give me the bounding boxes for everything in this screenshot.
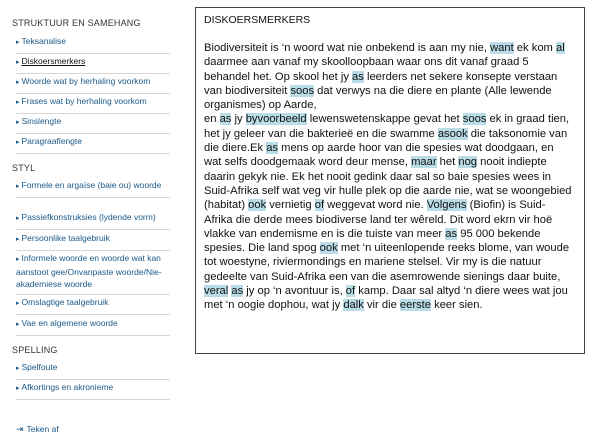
text-segment: daarmee aan vanaf my skoolloopbaan waar ons dit vanaf graad 5 behandel het. Op skool het jy: [204, 56, 529, 83]
discourse-marker: want: [490, 42, 514, 54]
nav-item-teksanalise[interactable]: ▸ Teksanalise: [16, 32, 170, 54]
text-segment: nooit indiepte daarin gekyk nie. Ek het nooit gedink daar sal so baie spesies wees in Suid-Afrika self wat veg vir hulle plek op die aarde nie, wat se woongebied (habitat): [204, 156, 572, 212]
sign-out-link[interactable]: ⇥ Teken af: [16, 424, 59, 434]
analysed-text: [204, 41, 574, 313]
discourse-marker: ook: [319, 242, 338, 255]
analysis-panel: [195, 7, 585, 354]
text-segment: weggevat word nie.: [324, 199, 427, 212]
discourse-marker: eerste: [399, 299, 431, 312]
text-segment: die taksonomie van die diere.Ek: [204, 127, 568, 155]
text-segment: en: [204, 113, 220, 126]
text-segment: keer sien.: [431, 299, 483, 312]
discourse-marker: as: [445, 227, 458, 240]
caret-icon: ▸: [16, 139, 20, 146]
sidebar-nav: [0, 0, 178, 442]
discourse-marker: soos: [290, 84, 315, 97]
panel-title: DISKOERSMERKERS: [204, 14, 311, 26]
nav-item-vae-woorde[interactable]: ▸ Vae en algemene woorde: [16, 314, 170, 336]
text-segment: Biodiversiteit is ‘n woord wat nie onbekend is aan my nie,: [204, 42, 491, 54]
nav-item-formele-woorde[interactable]: ▸ Formele en argaïse (baie ou) woorde: [16, 176, 170, 198]
nav-item-diskoersmerkers[interactable]: ▸ Diskoersmerkers: [16, 52, 170, 74]
section-title-spelling: SPELLING: [12, 345, 58, 355]
discourse-marker: veral: [204, 285, 229, 298]
discourse-marker: as: [266, 142, 279, 155]
section-title-styl: STYL: [12, 163, 36, 173]
discourse-marker: of: [345, 285, 356, 298]
text-segment: leerders net sekere konsepte verstaan van biodiversiteit: [204, 70, 558, 97]
text-segment: vernietig: [266, 199, 315, 212]
nav-item-paragraaflengte[interactable]: ▸ Paragraaflengte: [16, 132, 170, 154]
text-segment: met ‘n uiteenlopende reeks blome, van woude tot woestyne, riviermondings en mariene stelsel. Vir my is die natuur gedeelte van Suid-Afrika een van die asemrowende sienings daar buite,: [204, 242, 570, 283]
nav-item-informele-woorde[interactable]: ▸ Informele woorde en woorde wat kan aanstoot gee/Onvanpaste woorde/Nie-akademiese woorde: [16, 249, 170, 295]
section-title-struktuur: STRUKTUUR EN SAMEHANG: [12, 18, 141, 28]
discourse-marker: maar: [411, 156, 437, 169]
text-segment: dat verwys na die diere en plante (Alle lewende organismes) op Aarde,: [204, 84, 552, 112]
discourse-marker: al: [555, 42, 565, 54]
caret-icon: ▸: [16, 365, 20, 372]
text-segment: kamp. Daar sal altyd ‘n diere wees wat jou met ‘n oogie dophou, wat jy: [204, 285, 568, 312]
discourse-marker: byvoorbeeld: [245, 113, 307, 126]
discourse-marker: nog: [458, 156, 478, 169]
text-segment: jy: [231, 113, 246, 126]
nav-item-passiefkonstruksies[interactable]: ▸ Passiefkonstruksies (lydende vorm): [16, 208, 170, 230]
caret-icon: ▸: [16, 183, 20, 190]
discourse-marker: of: [314, 199, 325, 212]
nav-item-omslagtige-taalgebruik[interactable]: ▸ Omslagtige taalgebruik: [16, 293, 170, 315]
discourse-marker: as: [352, 70, 364, 83]
nav-item-persoonlike-taalgebruik[interactable]: ▸ Persoonlike taalgebruik: [16, 229, 170, 251]
caret-icon: ▸: [16, 300, 20, 307]
nav-item-frases-herhaling[interactable]: ▸ Frases wat by herhaling voorkom: [16, 92, 170, 114]
sign-out-icon: ⇥: [16, 424, 24, 434]
text-segment: mens op aarde hoor van die spesies wat doodgaan, en wat selfs doodgemaak word deur mense,: [204, 142, 554, 169]
caret-icon: ▸: [16, 385, 20, 392]
discourse-marker: as: [219, 113, 232, 126]
discourse-marker: soos: [462, 113, 487, 126]
caret-icon: ▸: [16, 99, 20, 106]
caret-icon: ▸: [16, 256, 20, 263]
caret-icon: ▸: [16, 39, 20, 46]
text-segment: 95 000 bekende spesies. Die land spog: [204, 227, 541, 255]
discourse-marker: ook: [248, 199, 267, 212]
text-segment: lewenswetenskappe gevat het: [306, 113, 463, 126]
discourse-marker: asook: [437, 127, 468, 140]
caret-icon: ▸: [16, 236, 20, 243]
nav-item-afkortings[interactable]: ▸ Afkortings en akronieme: [16, 378, 170, 400]
nav-item-woorde-herhaling[interactable]: ▸ Woorde wat by herhaling voorkom: [16, 72, 170, 94]
text-segment: (Biofin) is Suid-Afrika die derde mees biodiverse land ter wêreld. Dit word ekrn vir hoë vlakke van endemisme en is die tuiste van meer: [204, 199, 553, 240]
text-segment: ek kom: [513, 42, 556, 54]
caret-icon: ▸: [16, 119, 20, 126]
text-segment: vir die: [363, 299, 400, 312]
discourse-marker: as: [231, 285, 244, 298]
caret-icon: ▸: [16, 59, 20, 66]
caret-icon: ▸: [16, 321, 20, 328]
text-segment: jy op ‘n avontuur is,: [243, 285, 346, 298]
nav-item-sinslengte[interactable]: ▸ Sinslengte: [16, 112, 170, 134]
caret-icon: ▸: [16, 79, 20, 86]
text-segment: het: [436, 156, 459, 169]
nav-item-spelfoute[interactable]: ▸ Spelfoute: [16, 358, 170, 380]
text-segment: ek in graad tien, het jy geleer van die bakterieë en die swamme: [204, 113, 570, 140]
caret-icon: ▸: [16, 215, 20, 222]
discourse-marker: Volgens: [426, 199, 467, 212]
discourse-marker: dalk: [343, 299, 364, 312]
